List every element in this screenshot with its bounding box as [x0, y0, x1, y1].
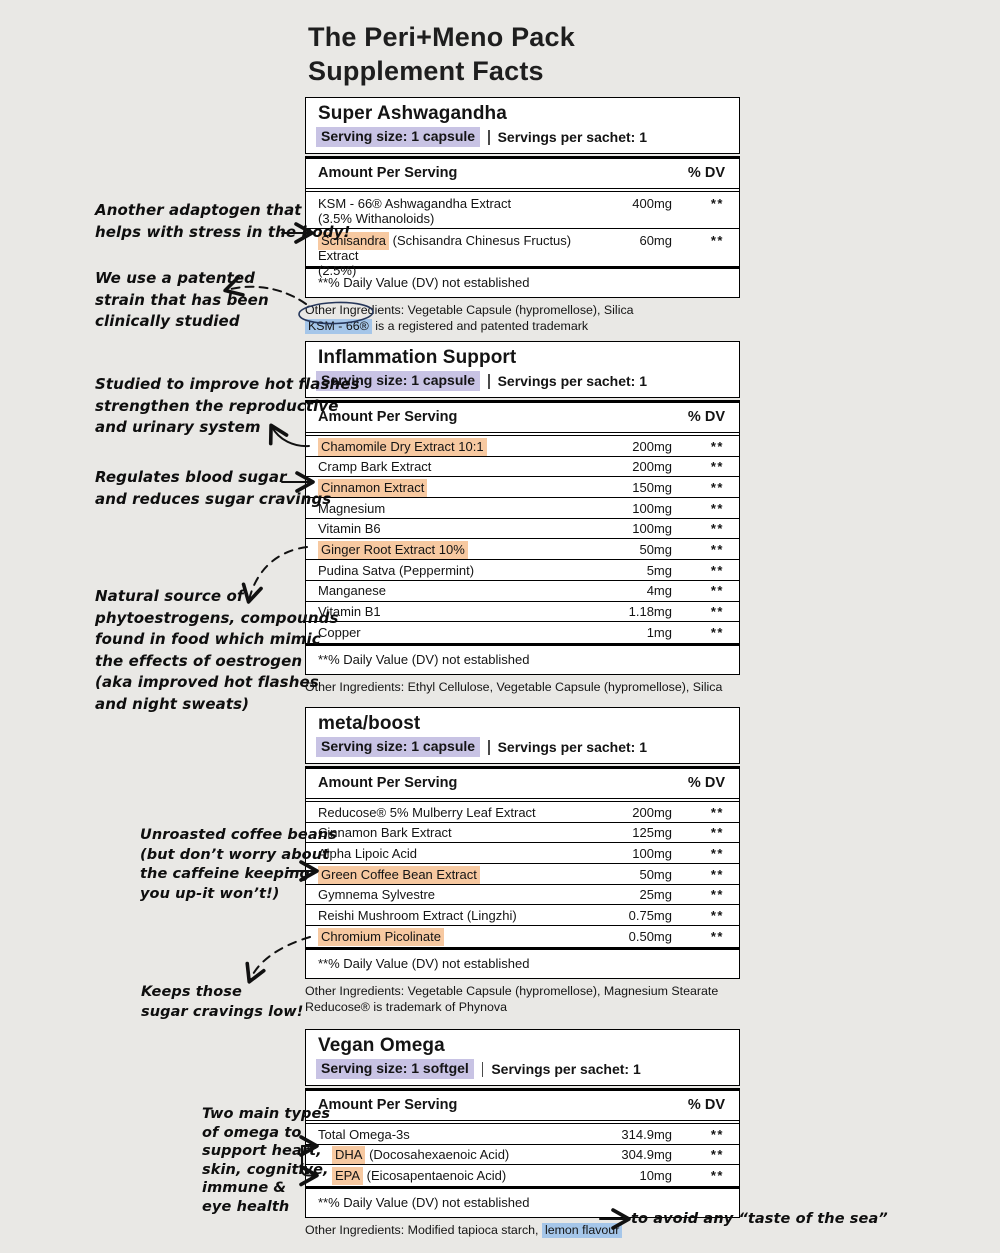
table-row: Pudina Satva (Peppermint) 5mg **	[306, 560, 739, 581]
table-row: Chamomile Dry Extract 10:1 200mg **	[306, 436, 739, 457]
table-row: Chromium Picolinate 0.50mg **	[306, 926, 739, 947]
serving-info	[318, 371, 727, 391]
amount-per-serving-label: Amount Per Serving	[318, 1097, 458, 1113]
panel-header	[305, 97, 740, 154]
table-row: Copper 1mg **	[318, 624, 724, 640]
highlighted-ingredient: EPA	[332, 1167, 363, 1185]
table-row: Alpha Lipoic Acid 100mg **	[306, 843, 739, 864]
table-row: DHA (Docosahexaenoic Acid) 304.9mg **	[306, 1145, 739, 1166]
divider	[488, 130, 490, 145]
panel-title: Vegan Omega	[318, 1035, 445, 1056]
panel-super-ashwagandha	[305, 97, 740, 334]
divider	[488, 740, 490, 755]
table-row: KSM - 66® Ashwagandha Extract (3.5% Withanoloids) 400mg **	[306, 192, 739, 229]
panel-meta-boost	[305, 707, 740, 1015]
table-row: Manganese 4mg **	[306, 581, 739, 602]
table-header-row	[306, 1091, 739, 1124]
amount-per-serving-label: Amount Per Serving	[318, 165, 458, 181]
panel-inflammation-support	[305, 341, 740, 695]
handwritten-note-adaptogen: Another adaptogen that helps with stress in the body!	[95, 201, 351, 241]
servings-per-sachet: Servings per sachet: 1	[491, 1060, 641, 1077]
handwritten-note-blood-sugar: Regulates blood sugar and reduces sugar cravings	[95, 468, 332, 508]
lemon-flavour-highlight: lemon flavour	[542, 1223, 622, 1238]
facts-table	[305, 156, 740, 298]
page-title	[308, 20, 575, 88]
facts-table	[305, 400, 740, 675]
panel-vegan-omega	[305, 1029, 740, 1238]
serving-size-highlight: Serving size: 1 softgel	[316, 1059, 474, 1079]
table-row: Cramp Bark Extract 200mg **	[306, 457, 739, 478]
percent-dv-label: % DV	[687, 165, 725, 181]
table-row: Vitamin B6 100mg **	[306, 519, 739, 540]
other-ingredients: Other Ingredients: Ethyl Cellulose, Vegetable Capsule (hypromellose), Silica	[305, 679, 723, 694]
serving-size-highlight: Serving size: 1 capsule	[316, 127, 480, 147]
other-ingredients: Other Ingredients: Vegetable Capsule (hypromellose), Magnesium Stearate	[305, 983, 719, 998]
highlighted-ingredient: Ginger Root Extract 10%	[318, 541, 468, 559]
table-row: Ginger Root Extract 10% 50mg **	[306, 539, 739, 560]
panel-header	[305, 341, 740, 398]
table-row: Vitamin B1 1.18mg **	[306, 602, 739, 623]
trademark-note: Reducose® is trademark of Phynova	[305, 999, 507, 1014]
panel-title: Inflammation Support	[318, 347, 517, 368]
servings-per-sachet: Servings per sachet: 1	[497, 128, 647, 145]
other-ingredients: Other Ingredients: Modified tapioca starch, lemon flavour	[305, 1223, 740, 1238]
serving-info	[318, 127, 727, 147]
table-row: Cinnamon Bark Extract 125mg **	[306, 823, 739, 844]
table-header-row	[306, 403, 739, 436]
handwritten-note-taste-of-sea: to avoid any “taste of the sea”	[631, 1211, 888, 1227]
highlighted-ingredient: Green Coffee Bean Extract	[318, 866, 480, 884]
highlighted-ingredient: DHA	[332, 1146, 365, 1164]
serving-size-highlight: Serving size: 1 capsule	[316, 737, 480, 757]
amount-per-serving-label: Amount Per Serving	[318, 409, 458, 425]
serving-size-highlight: Serving size: 1 capsule	[316, 371, 480, 391]
percent-dv-label: % DV	[687, 775, 725, 791]
panel-header	[305, 707, 740, 764]
highlighted-ingredient: Chromium Picolinate	[318, 928, 444, 946]
facts-table	[305, 766, 740, 979]
servings-per-sachet: Servings per sachet: 1	[497, 372, 647, 389]
dashed-arrow-chromium	[250, 937, 310, 980]
highlighted-ingredient: Cinnamon Extract	[318, 479, 427, 497]
handwritten-note-hot-flashes: Studied to improve hot flashes strengthen the reproductive and urinary system	[95, 375, 360, 436]
highlighted-ingredient: Schisandra	[318, 232, 389, 250]
dv-note: **% Daily Value (DV) not established	[306, 947, 739, 978]
other-ingredients: Other Ingredients: Vegetable Capsule (hypromellose), Silica	[305, 303, 634, 317]
handwritten-note-phytoestrogens: Natural source of phytoestrogens, compounds found in food which mimic the effects of oestrogen (aka improved hot flashes and night sweats)	[95, 587, 339, 713]
table-row: Total Omega-3s 314.9mg **	[306, 1124, 739, 1145]
table-row: Cinnamon Extract 150mg **	[306, 477, 739, 498]
table-header-row	[306, 159, 739, 192]
panel-header	[305, 1029, 740, 1086]
highlighted-ingredient: Chamomile Dry Extract 10:1	[318, 438, 487, 456]
divider	[488, 374, 490, 389]
serving-info	[318, 737, 727, 757]
trademark-note: KSM - 66® is a registered and patented trademark	[305, 319, 740, 334]
dv-note: **% Daily Value (DV) not established	[306, 643, 739, 674]
handwritten-note-sugar-cravings: Keeps those sugar cravings low!	[141, 984, 304, 1020]
servings-per-sachet: Servings per sachet: 1	[497, 738, 647, 755]
divider	[482, 1062, 484, 1077]
table-row: Green Coffee Bean Extract 50mg **	[306, 864, 739, 885]
page-title-line1: The Peri+Meno Pack	[308, 22, 575, 52]
percent-dv-label: % DV	[687, 1097, 725, 1113]
table-row: Gymnema Sylvestre 25mg **	[306, 885, 739, 906]
table-header-row	[306, 769, 739, 802]
table-row: Reishi Mushroom Extract (Lingzhi) 0.75mg **	[306, 905, 739, 926]
table-row: Schisandra (Schisandra Chinesus Fructus) Extract (2.5%) 60mg **	[318, 232, 724, 278]
panel-title: meta/boost	[318, 713, 421, 734]
handwritten-note-coffee-beans: Unroasted coffee beans (but don’t worry about the caffeine keeping you up-it won’t!)	[140, 827, 337, 902]
dv-note: **% Daily Value (DV) not established	[306, 266, 739, 297]
amount-per-serving-label: Amount Per Serving	[318, 775, 458, 791]
facts-table	[305, 1088, 740, 1218]
handwritten-note-omega-types: Two main types of omega to support heart, skin, cognitive, immune & eye health	[202, 1106, 331, 1215]
serving-info	[318, 1059, 727, 1079]
page-title-line2: Supplement Facts	[308, 56, 544, 86]
ksm66-highlight: KSM - 66®	[305, 319, 372, 334]
table-row: EPA (Eicosapentaenoic Acid) 10mg **	[306, 1165, 739, 1186]
table-row: Reducose® 5% Mulberry Leaf Extract 200mg **	[306, 802, 739, 823]
handwritten-note-patented-strain: We use a patented strain that has been clinically studied	[95, 269, 269, 330]
panel-title: Super Ashwagandha	[318, 103, 507, 124]
dv-note: **% Daily Value (DV) not established	[306, 1186, 739, 1217]
table-row: Magnesium 100mg **	[306, 498, 739, 519]
percent-dv-label: % DV	[687, 409, 725, 425]
